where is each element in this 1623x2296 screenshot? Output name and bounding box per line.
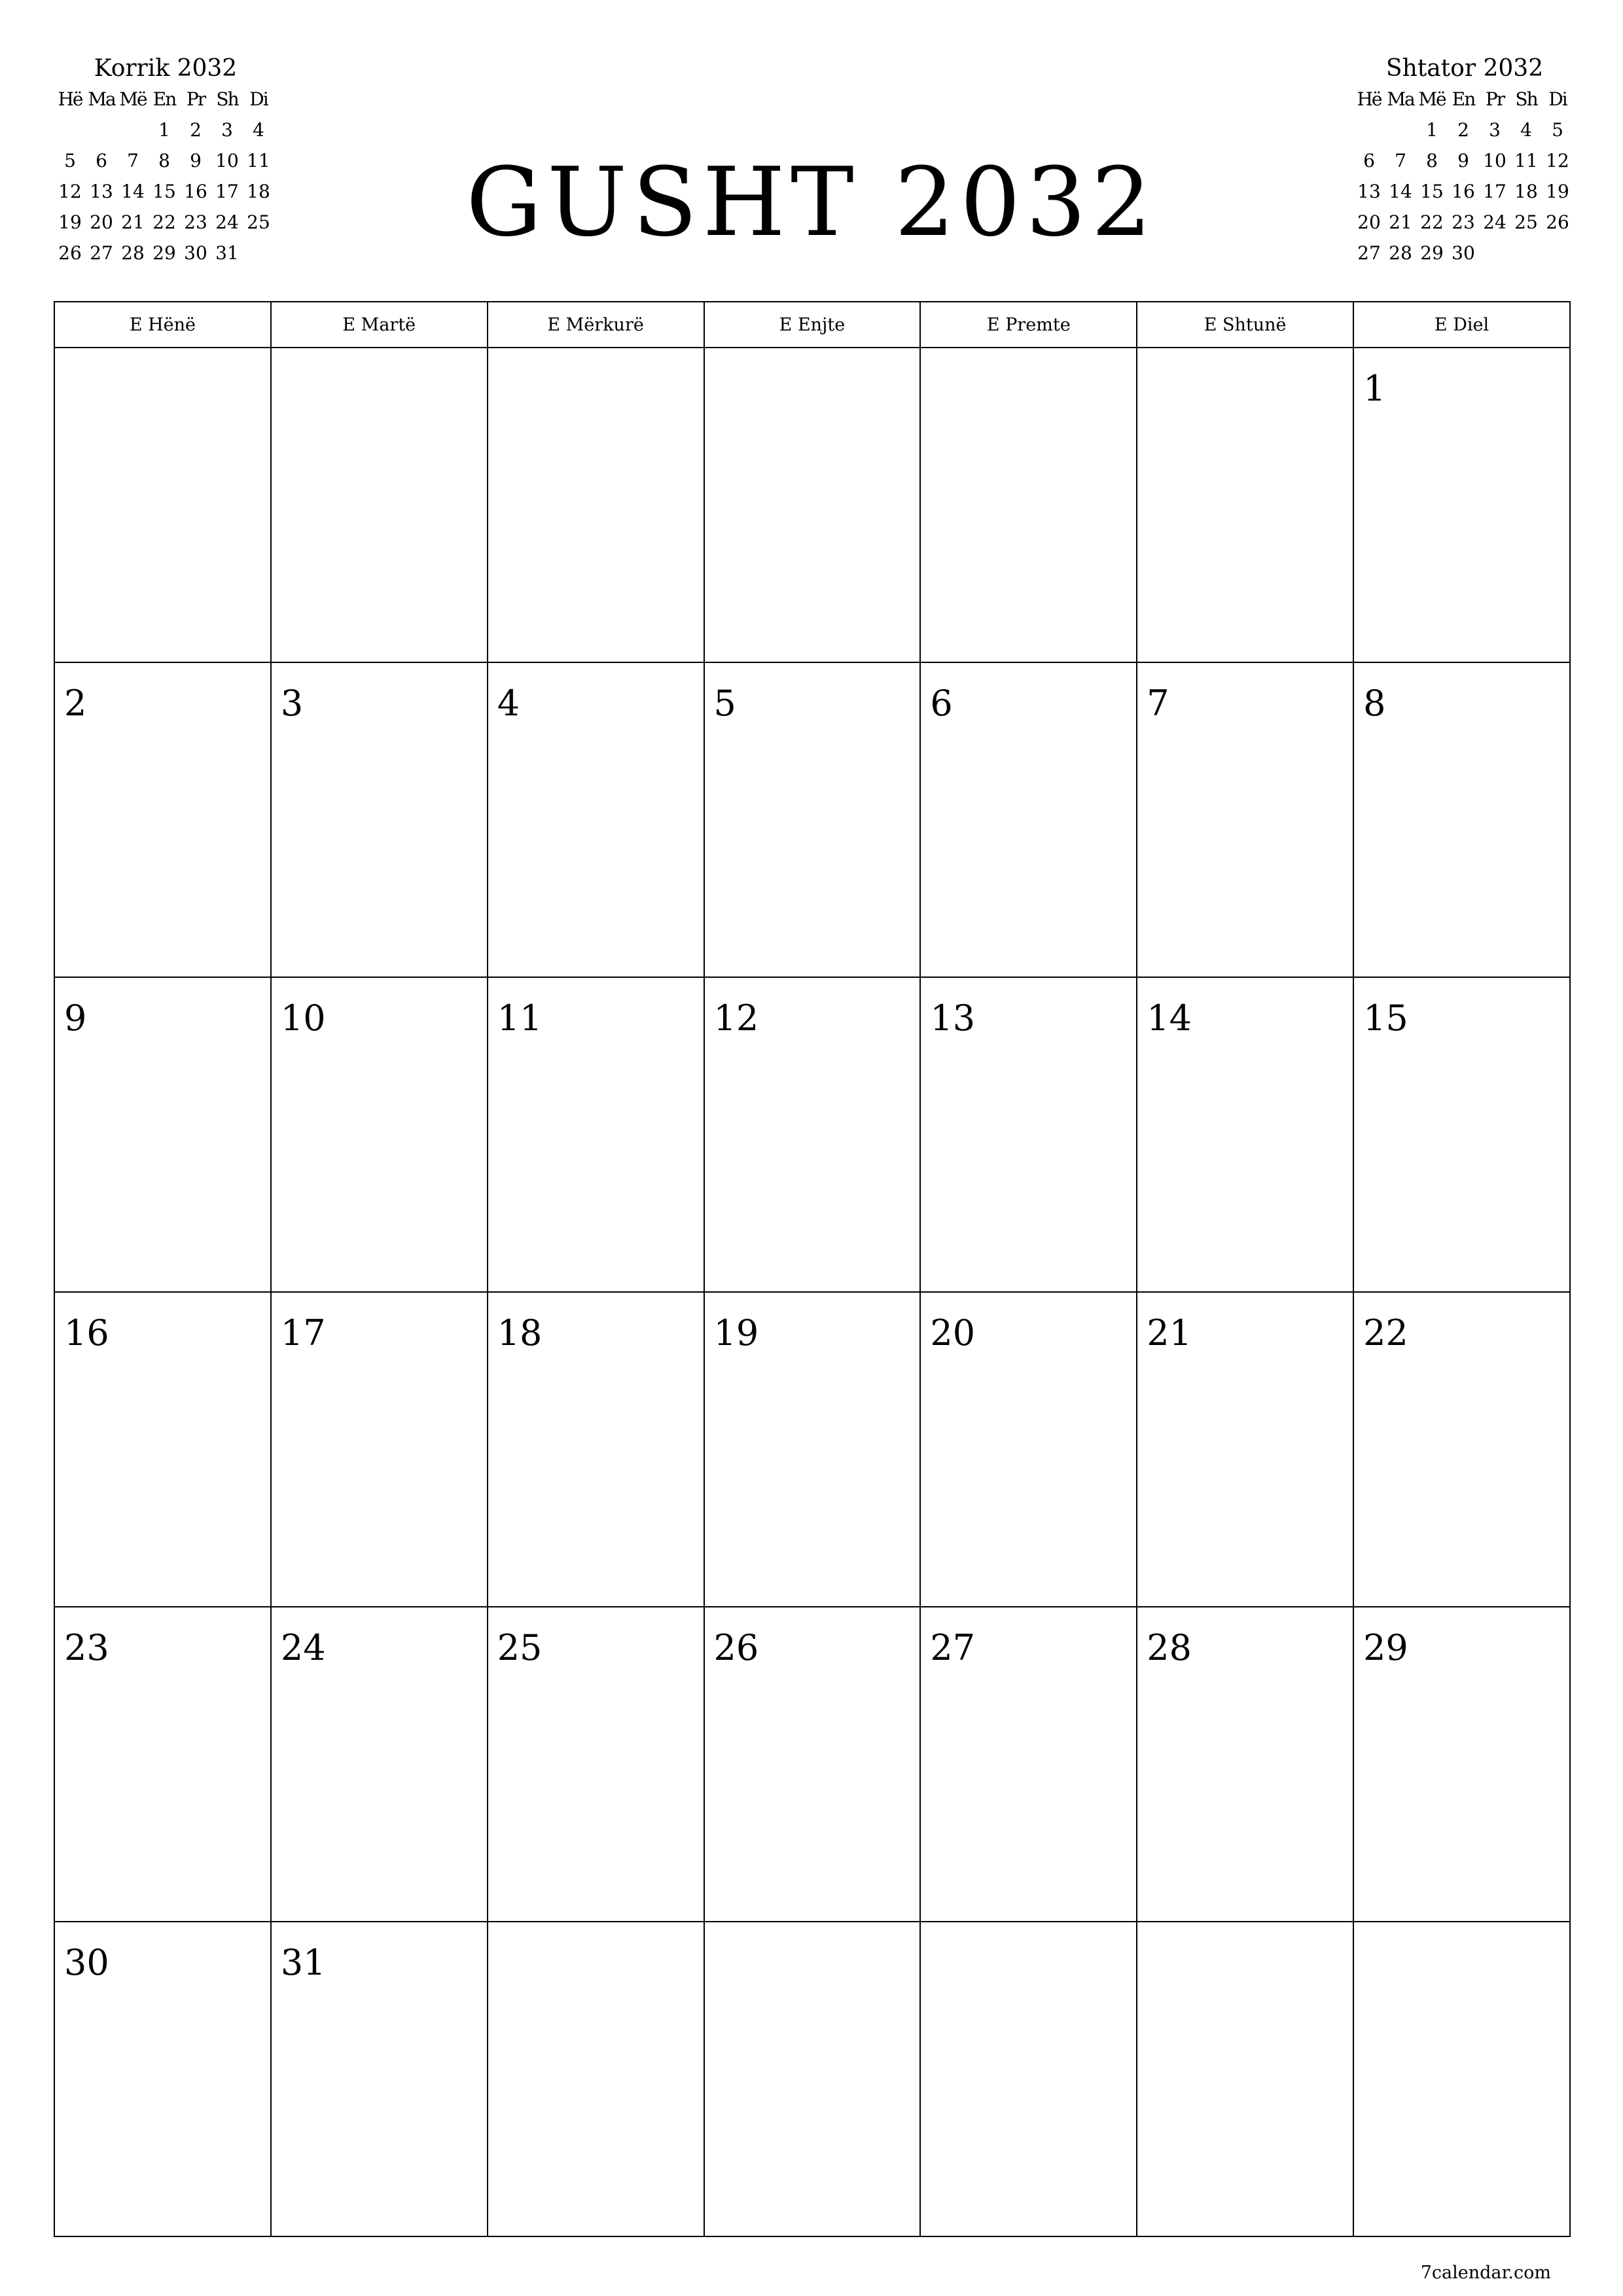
mini-day-number: 21 bbox=[121, 211, 145, 233]
mini-day-number: 29 bbox=[152, 242, 176, 264]
day-number: 13 bbox=[930, 997, 976, 1039]
mini-day-number: 20 bbox=[1357, 211, 1381, 233]
mini-day-number: 18 bbox=[247, 181, 270, 202]
mini-weekday-label: Di bbox=[249, 88, 268, 110]
day-number: 3 bbox=[280, 683, 304, 724]
weekday-header: E Hënë bbox=[54, 302, 271, 348]
day-number bbox=[1137, 348, 1353, 368]
mini-day-number: 19 bbox=[58, 211, 82, 233]
day-number bbox=[1354, 1922, 1569, 1942]
weekday-header-row bbox=[54, 302, 1570, 348]
day-number: 16 bbox=[64, 1312, 109, 1354]
mini-day-number: 14 bbox=[1389, 181, 1412, 202]
day-cell[interactable] bbox=[488, 977, 704, 1292]
mini-calendar-grid bbox=[1353, 84, 1576, 268]
day-cell[interactable] bbox=[920, 662, 1137, 977]
day-number: 18 bbox=[497, 1312, 543, 1354]
day-number: 30 bbox=[64, 1942, 109, 1983]
mini-day-number: 3 bbox=[1489, 119, 1501, 141]
day-cell[interactable] bbox=[271, 1607, 488, 1922]
week-row bbox=[54, 662, 1570, 977]
day-number: 26 bbox=[713, 1627, 759, 1668]
week-row bbox=[54, 348, 1570, 662]
day-number: 24 bbox=[280, 1627, 326, 1668]
day-cell[interactable] bbox=[1353, 1607, 1570, 1922]
day-cell[interactable] bbox=[54, 662, 271, 977]
mini-weekday-label: Më bbox=[119, 88, 147, 110]
mini-weekday-label: Di bbox=[1548, 88, 1567, 110]
month-calendar-grid bbox=[54, 301, 1571, 2237]
day-number bbox=[705, 348, 920, 368]
day-number: 23 bbox=[64, 1627, 109, 1668]
mini-day-number: 30 bbox=[184, 242, 207, 264]
day-number: 20 bbox=[930, 1312, 976, 1354]
mini-day-number bbox=[117, 115, 149, 145]
day-number bbox=[55, 348, 270, 368]
mini-day-number: 23 bbox=[184, 211, 207, 233]
weekday-header: E Enjte bbox=[704, 302, 921, 348]
page-title: GUSHT 2032 bbox=[466, 147, 1157, 258]
day-number: 15 bbox=[1363, 997, 1408, 1039]
day-cell[interactable] bbox=[1137, 348, 1353, 662]
mini-day-number: 6 bbox=[1363, 150, 1375, 171]
day-number bbox=[921, 1922, 1136, 1942]
mini-day-number: 26 bbox=[1546, 211, 1569, 233]
week-row bbox=[54, 1292, 1570, 1607]
mini-day-number: 28 bbox=[1389, 242, 1412, 264]
mini-weekday-label: Sh bbox=[1515, 88, 1537, 110]
weekday-header: E Martë bbox=[271, 302, 488, 348]
mini-day-number: 2 bbox=[1457, 119, 1469, 141]
day-cell[interactable] bbox=[54, 1292, 271, 1607]
mini-day-number: 4 bbox=[253, 119, 264, 141]
mini-day-number: 16 bbox=[184, 181, 207, 202]
day-number: 31 bbox=[280, 1942, 326, 1983]
day-number: 25 bbox=[497, 1627, 543, 1668]
mini-weekday-label: Pr bbox=[1485, 88, 1505, 110]
mini-day-number bbox=[1353, 115, 1385, 145]
day-number bbox=[272, 348, 487, 368]
mini-day-number: 20 bbox=[90, 211, 113, 233]
mini-day-number: 2 bbox=[190, 119, 202, 141]
mini-weekday-label: En bbox=[1452, 88, 1475, 110]
day-number: 10 bbox=[280, 997, 326, 1039]
day-number: 7 bbox=[1147, 683, 1169, 724]
day-cell[interactable] bbox=[704, 1922, 921, 2236]
day-cell[interactable] bbox=[920, 1607, 1137, 1922]
mini-day-number: 22 bbox=[152, 211, 176, 233]
mini-day-number: 6 bbox=[96, 150, 107, 171]
mini-weekday-label: Hë bbox=[1357, 88, 1382, 110]
day-cell[interactable] bbox=[1137, 1292, 1353, 1607]
mini-weekday-label: En bbox=[152, 88, 176, 110]
day-number: 1 bbox=[1363, 368, 1386, 409]
day-cell[interactable] bbox=[54, 348, 271, 662]
mini-day-number bbox=[54, 115, 86, 145]
mini-day-number: 15 bbox=[152, 181, 176, 202]
mini-day-number: 16 bbox=[1452, 181, 1475, 202]
day-number: 8 bbox=[1363, 683, 1386, 724]
mini-day-number: 31 bbox=[215, 242, 239, 264]
mini-day-number: 9 bbox=[1457, 150, 1469, 171]
mini-day-number bbox=[1479, 238, 1510, 268]
mini-day-number bbox=[1385, 115, 1416, 145]
mini-day-number: 10 bbox=[1483, 150, 1507, 171]
mini-day-number: 15 bbox=[1420, 181, 1444, 202]
day-cell[interactable] bbox=[704, 1292, 921, 1607]
mini-day-number: 17 bbox=[1483, 181, 1507, 202]
weekday-header: E Diel bbox=[1353, 302, 1570, 348]
day-cell[interactable] bbox=[271, 348, 488, 662]
mini-day-number: 23 bbox=[1452, 211, 1475, 233]
mini-calendar-title: Shtator 2032 bbox=[1385, 55, 1544, 82]
mini-day-number: 5 bbox=[1552, 119, 1563, 141]
mini-day-number: 8 bbox=[158, 150, 170, 171]
day-number: 11 bbox=[497, 997, 543, 1039]
mini-day-number: 13 bbox=[1357, 181, 1381, 202]
mini-day-number: 10 bbox=[215, 150, 239, 171]
weekday-header: E Mërkurë bbox=[488, 302, 704, 348]
mini-day-number bbox=[1542, 238, 1573, 268]
mini-day-number: 19 bbox=[1546, 181, 1569, 202]
site-credit: 7calendar.com bbox=[1420, 2263, 1551, 2283]
week-row bbox=[54, 977, 1570, 1292]
day-cell[interactable] bbox=[1137, 1607, 1353, 1922]
day-cell[interactable] bbox=[704, 348, 921, 662]
day-number bbox=[1137, 1922, 1353, 1942]
day-cell[interactable] bbox=[1137, 977, 1353, 1292]
mini-day-number: 25 bbox=[1514, 211, 1538, 233]
week-row bbox=[54, 1607, 1570, 1922]
mini-day-number: 28 bbox=[121, 242, 145, 264]
weekday-header: E Premte bbox=[920, 302, 1137, 348]
day-number bbox=[921, 348, 1136, 368]
day-cell[interactable] bbox=[54, 977, 271, 1292]
mini-day-number: 8 bbox=[1426, 150, 1438, 171]
mini-weekday-label: Pr bbox=[186, 88, 205, 110]
mini-weekday-label: Më bbox=[1418, 88, 1446, 110]
mini-day-number: 3 bbox=[221, 119, 233, 141]
mini-calendar-next-month bbox=[1353, 54, 1576, 268]
mini-weekday-label: Hë bbox=[58, 88, 82, 110]
day-number: 29 bbox=[1363, 1627, 1408, 1668]
day-number: 28 bbox=[1147, 1627, 1192, 1668]
day-cell[interactable] bbox=[488, 1607, 704, 1922]
day-cell[interactable] bbox=[54, 1607, 271, 1922]
mini-day-number: 5 bbox=[64, 150, 76, 171]
day-cell[interactable] bbox=[704, 662, 921, 977]
day-cell[interactable] bbox=[1353, 1292, 1570, 1607]
mini-day-number: 12 bbox=[1546, 150, 1569, 171]
mini-day-number: 29 bbox=[1420, 242, 1444, 264]
mini-day-number bbox=[86, 115, 117, 145]
day-cell[interactable] bbox=[1353, 348, 1570, 662]
mini-calendar-title: Korrik 2032 bbox=[94, 55, 238, 82]
day-number bbox=[488, 1922, 704, 1942]
day-cell[interactable] bbox=[920, 1292, 1137, 1607]
day-cell[interactable] bbox=[704, 1607, 921, 1922]
mini-day-number: 14 bbox=[121, 181, 145, 202]
day-cell[interactable] bbox=[1353, 662, 1570, 977]
day-cell[interactable] bbox=[1137, 662, 1353, 977]
mini-day-number: 17 bbox=[215, 181, 239, 202]
day-cell[interactable] bbox=[920, 977, 1137, 1292]
mini-weekday-label: Ma bbox=[1387, 88, 1414, 110]
day-cell[interactable] bbox=[271, 1922, 488, 2236]
mini-day-number: 27 bbox=[1357, 242, 1381, 264]
day-number: 27 bbox=[930, 1627, 976, 1668]
mini-day-number: 12 bbox=[58, 181, 82, 202]
mini-day-number: 7 bbox=[1395, 150, 1406, 171]
day-cell[interactable] bbox=[1353, 977, 1570, 1292]
day-cell[interactable] bbox=[920, 1922, 1137, 2236]
day-cell[interactable] bbox=[920, 348, 1137, 662]
day-number: 17 bbox=[280, 1312, 326, 1354]
day-number: 6 bbox=[930, 683, 953, 724]
day-cell[interactable] bbox=[271, 662, 488, 977]
mini-day-number: 4 bbox=[1520, 119, 1532, 141]
mini-weekday-label: Sh bbox=[216, 88, 238, 110]
mini-day-number: 11 bbox=[247, 150, 270, 171]
day-number: 9 bbox=[64, 997, 87, 1039]
mini-day-number bbox=[1510, 238, 1542, 268]
mini-day-number: 30 bbox=[1452, 242, 1475, 264]
day-number: 4 bbox=[497, 683, 520, 724]
mini-day-number: 1 bbox=[158, 119, 170, 141]
day-cell[interactable] bbox=[488, 1922, 704, 2236]
day-cell[interactable] bbox=[54, 1922, 271, 2236]
day-number: 2 bbox=[64, 683, 87, 724]
mini-day-number: 9 bbox=[190, 150, 202, 171]
day-number: 19 bbox=[713, 1312, 759, 1354]
day-number: 22 bbox=[1363, 1312, 1408, 1354]
mini-weekday-label: Ma bbox=[88, 88, 115, 110]
mini-day-number: 1 bbox=[1426, 119, 1438, 141]
day-number bbox=[705, 1922, 920, 1942]
day-number bbox=[488, 348, 704, 368]
day-number: 5 bbox=[713, 683, 736, 724]
day-number: 21 bbox=[1147, 1312, 1192, 1354]
mini-day-number: 18 bbox=[1514, 181, 1538, 202]
day-cell[interactable] bbox=[488, 348, 704, 662]
day-cell[interactable] bbox=[271, 977, 488, 1292]
day-number: 12 bbox=[713, 997, 759, 1039]
mini-day-number: 22 bbox=[1420, 211, 1444, 233]
weekday-header: E Shtunë bbox=[1137, 302, 1353, 348]
mini-day-number: 21 bbox=[1389, 211, 1412, 233]
mini-day-number: 11 bbox=[1514, 150, 1538, 171]
day-cell[interactable] bbox=[271, 1292, 488, 1607]
mini-day-number: 26 bbox=[58, 242, 82, 264]
day-cell[interactable] bbox=[704, 977, 921, 1292]
day-cell[interactable] bbox=[1137, 1922, 1353, 2236]
mini-day-number: 27 bbox=[90, 242, 113, 264]
week-row bbox=[54, 1922, 1570, 2236]
mini-day-number: 25 bbox=[247, 211, 270, 233]
mini-day-number: 24 bbox=[215, 211, 239, 233]
day-cell[interactable] bbox=[488, 1292, 704, 1607]
day-cell[interactable] bbox=[488, 662, 704, 977]
mini-day-number: 7 bbox=[127, 150, 139, 171]
mini-day-number: 24 bbox=[1483, 211, 1507, 233]
day-number: 14 bbox=[1147, 997, 1192, 1039]
day-cell[interactable] bbox=[1353, 1922, 1570, 2236]
mini-day-number: 13 bbox=[90, 181, 113, 202]
